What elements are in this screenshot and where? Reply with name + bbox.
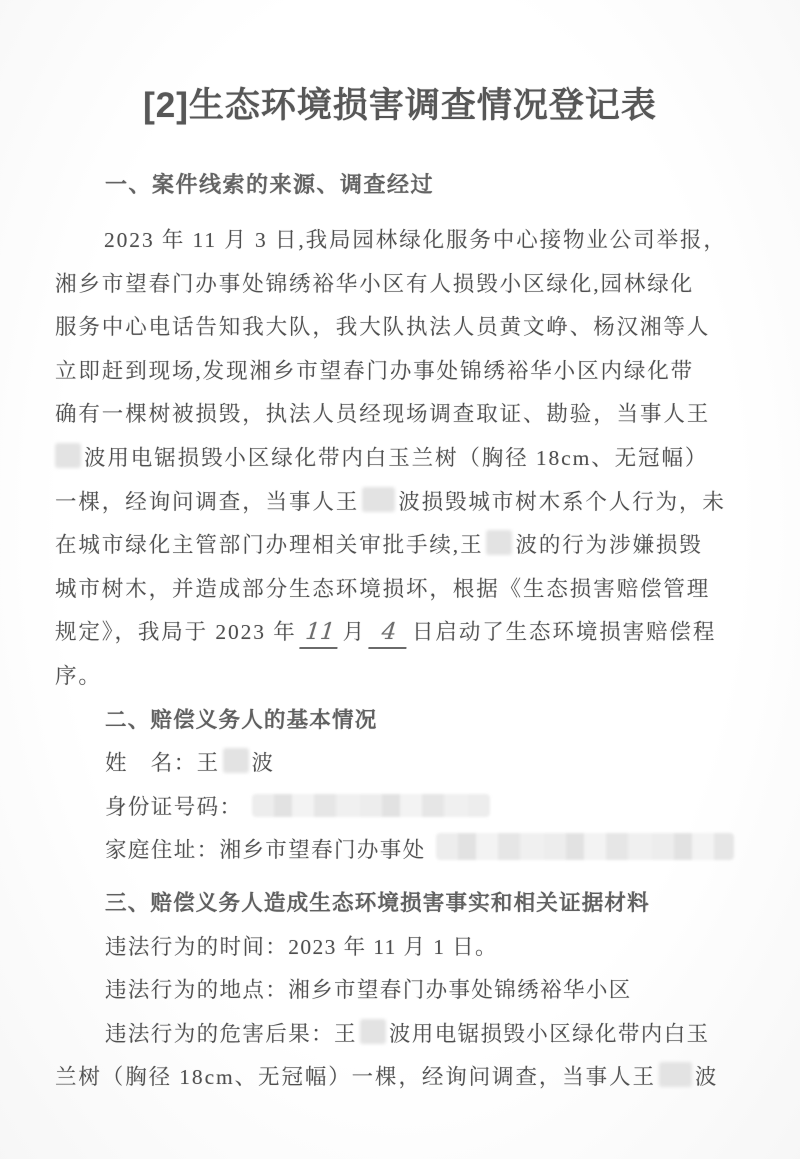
heading-text: 二、赔偿义务人的基本情况 <box>105 707 378 732</box>
document-title: [2]生态环境损害调查情况登记表 <box>143 86 657 125</box>
field-text: 波用电锯损毁小区绿化带内白玉 <box>388 1021 710 1046</box>
redaction-box <box>223 748 249 773</box>
field-text: 家庭住址：湘乡市望春门办事处 <box>105 838 426 863</box>
field-violation-harm-cont <box>55 1056 750 1100</box>
line-text: 规定》，我局于 2023 年 <box>55 620 297 645</box>
line-text: 服务中心电话告知我大队，我大队执法人员黄文峥、杨汉湘等人 <box>55 315 711 340</box>
paragraph-line <box>55 481 750 525</box>
line-text: 月 <box>342 620 367 645</box>
line-text: 一棵，经询问调查，当事人王 <box>55 489 360 514</box>
field-violation-harm <box>55 1013 750 1057</box>
section-2-heading <box>55 699 750 743</box>
section-1-heading: 一、案件线索的来源、调查经过 <box>105 172 435 197</box>
line-text: 在城市绿化主管部门办理相关审批手续,王 <box>55 533 484 558</box>
paragraph-line <box>55 350 750 394</box>
field-text: 违法行为的地点：湘乡市望春门办事处锦绣裕华小区 <box>105 978 632 1003</box>
mosaic-redaction-id <box>252 794 490 817</box>
paragraph-line <box>55 306 750 350</box>
line-text: 城市树木，并造成部分生态环境损坏，根据《生态损害赔偿管理 <box>55 576 711 601</box>
line-text: 波的行为涉嫌损毁 <box>515 533 703 558</box>
field-text: 违法行为的危害后果：王 <box>105 1021 357 1046</box>
line-text: 波用电锯损毁小区绿化带内白玉兰树（胸径 18cm、无冠幅） <box>84 445 709 470</box>
redaction-box <box>55 443 81 468</box>
redaction-box <box>659 1062 692 1087</box>
field-violation-time <box>55 926 750 970</box>
paragraph-line <box>55 219 750 263</box>
handwritten-month: 11 <box>299 617 340 649</box>
line-text: 序。 <box>55 663 102 688</box>
paragraph-line <box>55 611 750 655</box>
field-name <box>55 742 750 786</box>
document-body <box>55 219 750 1100</box>
field-text: 波 <box>251 751 275 776</box>
handwritten-day: 4 <box>368 617 409 649</box>
line-text: 确有一棵树被损毁，执法人员经现场调查取证、勘验，当事人王 <box>55 402 711 427</box>
redaction-box <box>360 1019 386 1044</box>
field-home-address <box>55 829 750 873</box>
field-id-number <box>55 786 750 830</box>
line-text: 2023 年 11 月 3 日,我局园林绿化服务中心接物业公司举报， <box>104 228 727 252</box>
redaction-box <box>362 487 395 512</box>
field-text: 兰树（胸径 18cm、无冠幅）一棵，经询问调查，当事人王 <box>55 1065 656 1090</box>
field-text: 违法行为的时间：2023 年 11 月 1 日。 <box>105 934 498 959</box>
paragraph-line <box>55 568 750 612</box>
field-text: 波 <box>694 1065 719 1090</box>
line-text: 湘乡市望春门办事处锦绣裕华小区有人损毁小区绿化,园林绿化 <box>55 271 695 296</box>
paragraph-line <box>55 393 750 437</box>
line-text: 日启动了生态环境损害赔偿程 <box>412 620 717 645</box>
section-3-heading <box>55 882 750 926</box>
line-text: 立即赶到现场,发现湘乡市望春门办事处锦绣裕华小区内绿化带 <box>55 358 695 383</box>
redaction-box <box>486 530 512 555</box>
paragraph-line <box>55 655 750 699</box>
field-text: 姓 名：王 <box>105 751 220 776</box>
paragraph-line <box>55 524 750 568</box>
heading-text: 三、赔偿义务人造成生态环境损害事实和相关证据材料 <box>105 890 650 915</box>
mosaic-redaction-address <box>436 833 734 860</box>
paragraph-line <box>55 263 750 307</box>
paragraph-line <box>55 437 750 481</box>
field-text: 身份证号码： <box>105 794 243 819</box>
line-text: 波损毁城市树木系个人行为，未 <box>398 489 726 514</box>
field-violation-place <box>55 969 750 1013</box>
